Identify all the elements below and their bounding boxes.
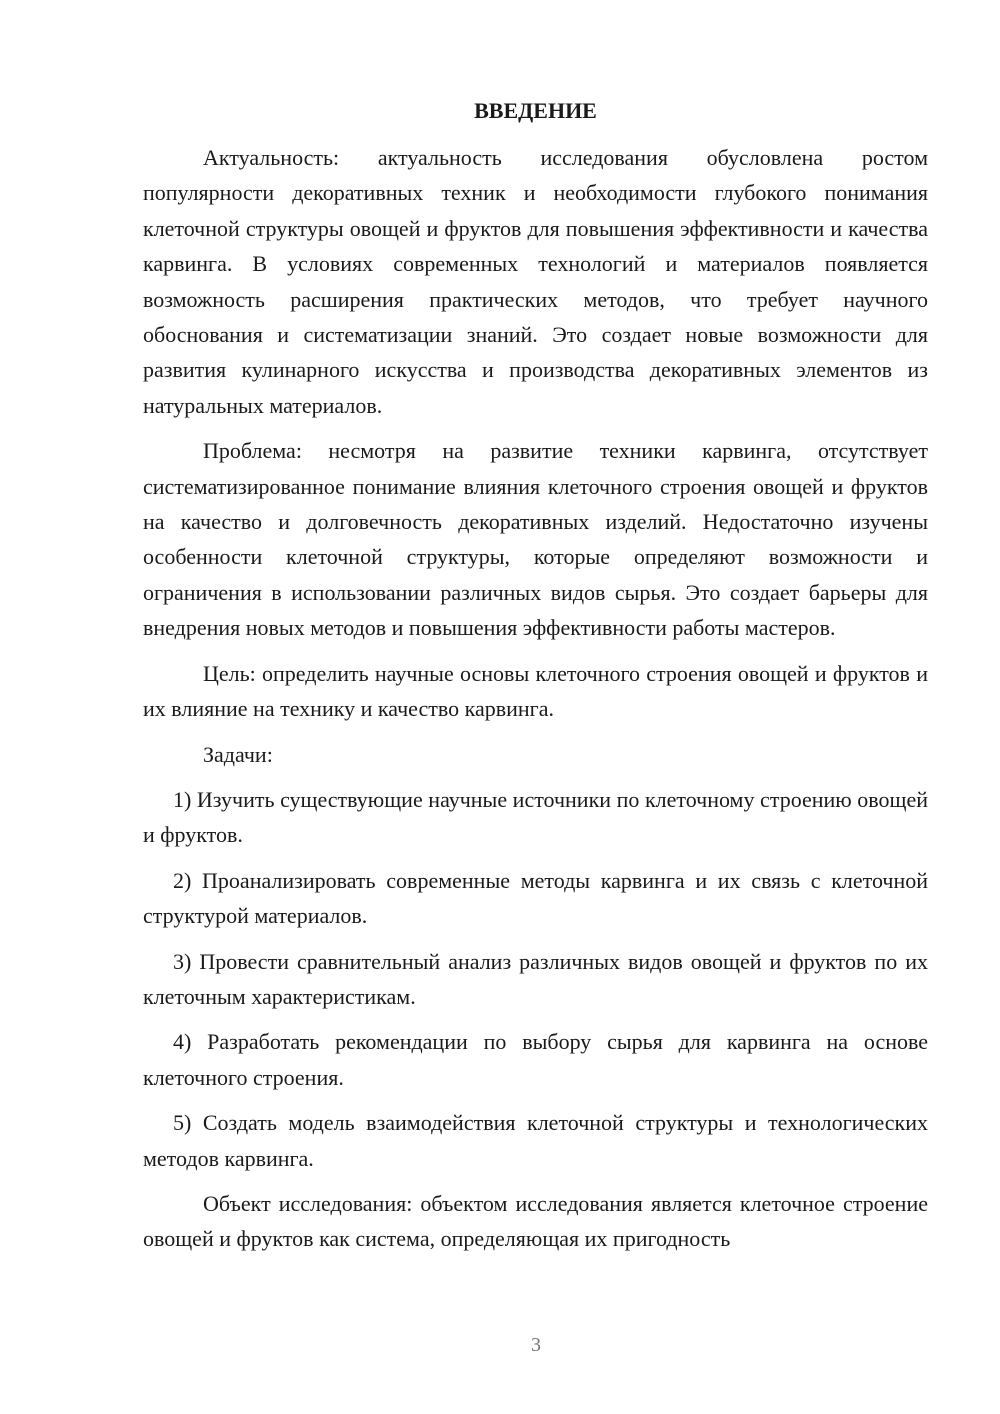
document-page — [143, 96, 928, 1267]
object-paragraph: Объект исследования: объектом исследования является клеточное строение овощей и фруктов как система, определяющая их пригодность — [143, 1190, 928, 1252]
goal-paragraph: Цель: определить научные основы клеточного строения овощей и фруктов и их влияние на технику и качество карвинга. — [143, 660, 928, 722]
task-item-4: 4) Разработать рекомендации по выбору сырья для карвинга на основе клеточного строения. — [143, 1029, 928, 1090]
tasks-label: Задачи: — [203, 741, 273, 767]
task-item-1: 1) Изучить существующие научные источники по клеточному строению овощей и фруктов. — [143, 786, 928, 848]
task-item-2: 2) Проанализировать современные методы карвинга и их связь с клеточной структурой материалов. — [143, 867, 928, 929]
page-number: 3 — [531, 1334, 541, 1356]
section-title: ВВЕДЕНИЕ — [474, 98, 597, 123]
task-item-3: 3) Провести сравнительный анализ различных видов овощей и фруктов по их клеточным характеристикам. — [143, 948, 928, 1009]
relevance-paragraph: Актуальность: актуальность исследования обусловлена ростом популярности декоративных техник и необходимости глубокого понимания клеточной структуры овощей и фруктов для повышения эффективности и качества карвинга. В условиях современных технологий и материалов появляется возможность расширения практических методов, что требует научного обоснования и систематизации знаний. Это создает новые возможности для развития кулинарного искусства и производства декоративных элементов из натуральных материалов. — [143, 145, 928, 418]
task-item-5: 5) Создать модель взаимодействия клеточной структуры и технологических методов карвинга. — [143, 1110, 928, 1171]
problem-paragraph: Проблема: несмотря на развитие техники карвинга, отсутствует систематизированное понимание влияния клеточного строения овощей и фруктов на качество и долговечность декоративных изделий. Недостаточно изучены особенности клеточной структуры, которые определяют возможности и ограничения в использовании различных видов сырья. Это создает барьеры для внедрения новых методов и повышения эффективности работы мастеров. — [143, 438, 928, 641]
